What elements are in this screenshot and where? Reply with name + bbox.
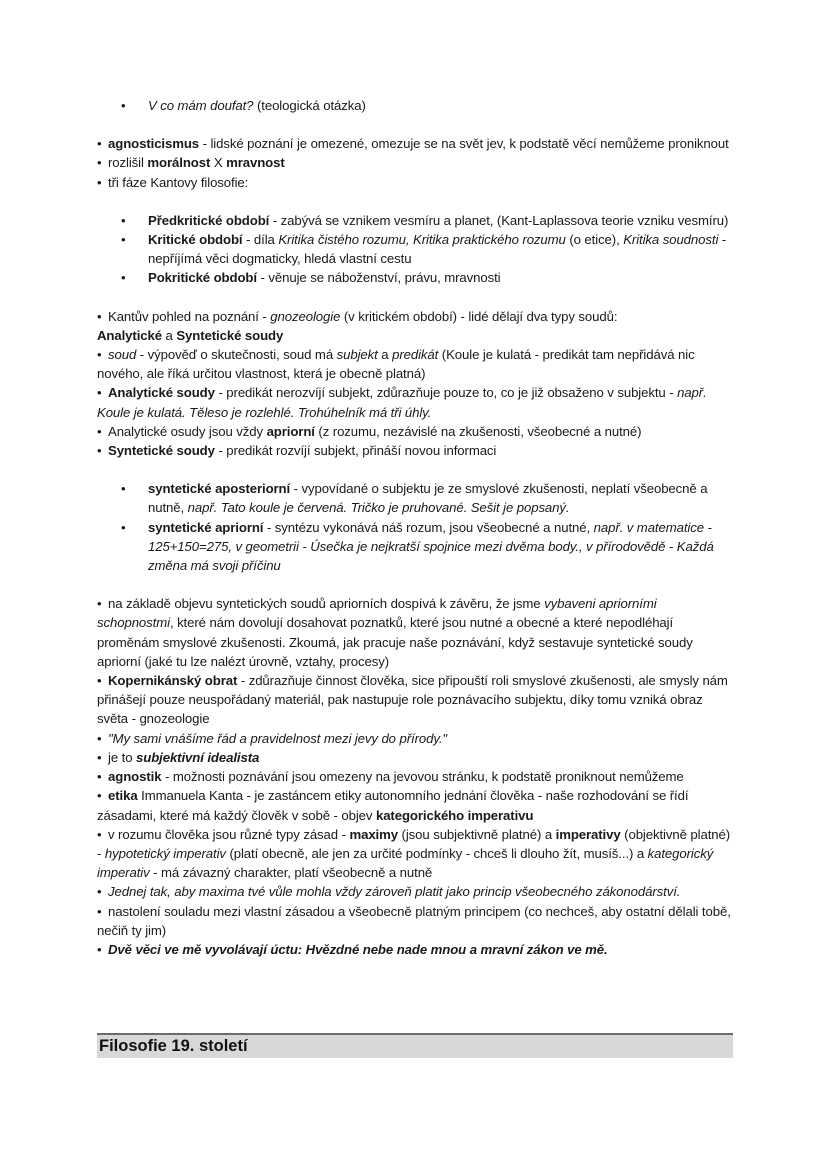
paragraph-idealista: • je to subjektivní idealista [97,748,733,767]
bullet-icon: • [97,673,102,689]
phases-list [97,211,733,288]
bullet-icon: • [121,232,126,248]
bullet-icon: • [97,826,102,842]
bullet-icon: • [97,749,102,765]
paragraph-synteticke: • Syntetické soudy - predikát rozvíjí subjekt, přináší novou informaci [97,441,733,460]
paragraph-agnosticismus: • agnosticismus - lidské poznání je omezené, omezuje se na svět jev, k podstatě věcí nemůžeme proniknout [97,134,733,153]
bullet-icon: • [97,769,102,785]
synthetic-types-list [97,479,733,575]
bullet-icon: • [97,730,102,746]
bullet-icon: • [97,903,102,919]
list-item-phase: • Pokritické období - věnuje se náboženství, právu, mravnosti [148,268,733,287]
bullet-icon: • [121,481,126,497]
list-item-phase: • Kritické období - díla Kritika čistého rozumu, Kritika praktického rozumu (o etice), Kritika soudnosti - nepříjímá věci dogmaticky, hledá vlastní cestu [121,232,727,267]
bullet-icon: • [97,423,102,439]
bullet-icon: • [97,308,102,324]
paragraph-jednej: • Jednej tak, aby maxima tvé vůle mohla vždy zároveň platit jako princip všeobecného zákonodárství. [97,882,733,901]
section-heading-text: Filosofie 19. století [99,1037,248,1055]
bullet-icon: • [97,385,102,401]
list-item-phase: • Předkritické období - zabývá se vznikem vesmíru a planet, (Kant-Laplassova teorie vzniku vesmíru) [148,211,733,230]
list-item-synthetic-type: • syntetické apriorní - syntézu vykonává náš rozum, jsou všeobecné a nutné, např. v matematice - 125+150=275, v geometrii - Úsečka je nejkratší spojnice mezi dvěma body., v přírodovědě - Každá změna má svoji příčinu [121,519,714,574]
paragraph-pohled: • Kantův pohled na poznání - gnozeologie (v kritickém období) - lidé dělají dva typy soudů: [97,307,733,326]
bullet-icon: • [121,98,126,113]
list-item-synthetic-type: • syntetické aposteriorní - vypovídané o subjektu je ze smyslové zkušenosti, neplatí všeobecně a nutně, např. Tato koule je červená. Tričko je pruhované. Sešit je popsaný. [121,481,708,516]
paragraph-citat: • "My sami vnášíme řád a pravidelnost mezi jevy do přírody." [97,729,733,748]
paragraph-agnostik: • agnostik - možnosti poznávání jsou omezeny na jevovou stránku, k podstatě proniknout nemůžeme [97,767,733,786]
paragraph-kopernik: • Kopernikánský obrat - zdůrazňuje činnost člověka, sice připouští roli smyslové zkušenosti, ale smysly nám přinášejí pouze neuspořádaný materiál, pak nastupuje role poznávacího subjektu, díky tomu vzniká obraz světa - gnozeologie [97,673,728,727]
bullet-icon: • [97,788,102,804]
bullet-icon: • [97,596,102,612]
question-list [97,96,733,115]
paragraph-nastoleni: • nastolení souladu mezi vlastní zásadou a všeobecně platným principem (co nechceš, aby ostatní dělali tobě, nečiň ty jim) [97,903,731,938]
paragraph-zaklad: • na základě objevu syntetických soudů apriorních dospívá k závěru, že jsme vybaveni apriorními schopnostmi, které nám dovolují dosahovat poznatků, které jsou nutné a obecné a které nepodléhají proměnám smyslové zkušenosti. Zkoumá, jak pracuje naše poznávání, když sestavuje syntetické soudy apriorní (jaké tu lze nalézt úrovně, vztahy, procesy) [97,596,693,669]
bullet-icon: • [97,884,102,900]
bullet-icon: • [97,155,102,171]
paragraph-typy: Analytické a Syntetické soudy [97,327,284,343]
paragraph-apriorni: • Analytické osudy jsou vždy apriorní (z rozumu, nezávislé na zkušenosti, všeobecné a nutné) [97,422,733,441]
paragraph-moralnost: • rozlišil morálnost X mravnost [97,153,733,172]
paragraph-etika: • etika Immanuela Kanta - je zastáncem etiky autonomního jednání člověka - naše rozhodování se řídí zásadami, které má každý člověk v sobě - objev kategorického imperativu [97,788,689,823]
bullet-icon: • [121,270,126,286]
paragraph-tri-faze: • tři fáze Kantovy filosofie: [97,173,733,192]
paragraph-soud: • soud - výpověď o skutečnosti, soud má subjekt a predikát (Koule je kulatá - predikát tam nepřidává nic nového, ale říká určitou vlastnost, která je obecně platná) [97,347,695,382]
paragraph-zasady: • v rozumu člověka jsou různé typy zásad - maximy (jsou subjektivně platné) a imperativy (objektivně platné) - hypotetický imperativ (platí obecně, ale jen za určité podmínky - chceš li dlouho žít, musíš...) a kategorický imperativ - má závazný charakter, platí všeobecně a nutně [97,826,731,881]
bullet-icon: • [97,347,102,363]
paragraph-analyticke: • Analytické soudy - predikát nerozvíjí subjekt, zdůrazňuje pouze to, co je již obsaženo v subjektu - např. Koule je kulatá. Těleso je rozlehlé. Trohúhelník má tři úhly. [97,385,707,420]
bullet-icon: • [121,212,126,228]
bullet-icon: • [121,519,126,535]
bullet-icon: • [97,443,102,459]
section-heading [97,1033,733,1058]
document-body [97,96,733,959]
bullet-icon: • [97,174,102,190]
bullet-icon: • [97,136,102,152]
bullet-icon: • [97,941,102,957]
list-item-question-hope: • V co mám doufat? (teologická otázka) [148,96,733,115]
paragraph-dve-veci: • Dvě věci ve mě vyvolávají úctu: Hvězdné nebe nade mnou a mravní zákon ve mě. [97,940,733,959]
